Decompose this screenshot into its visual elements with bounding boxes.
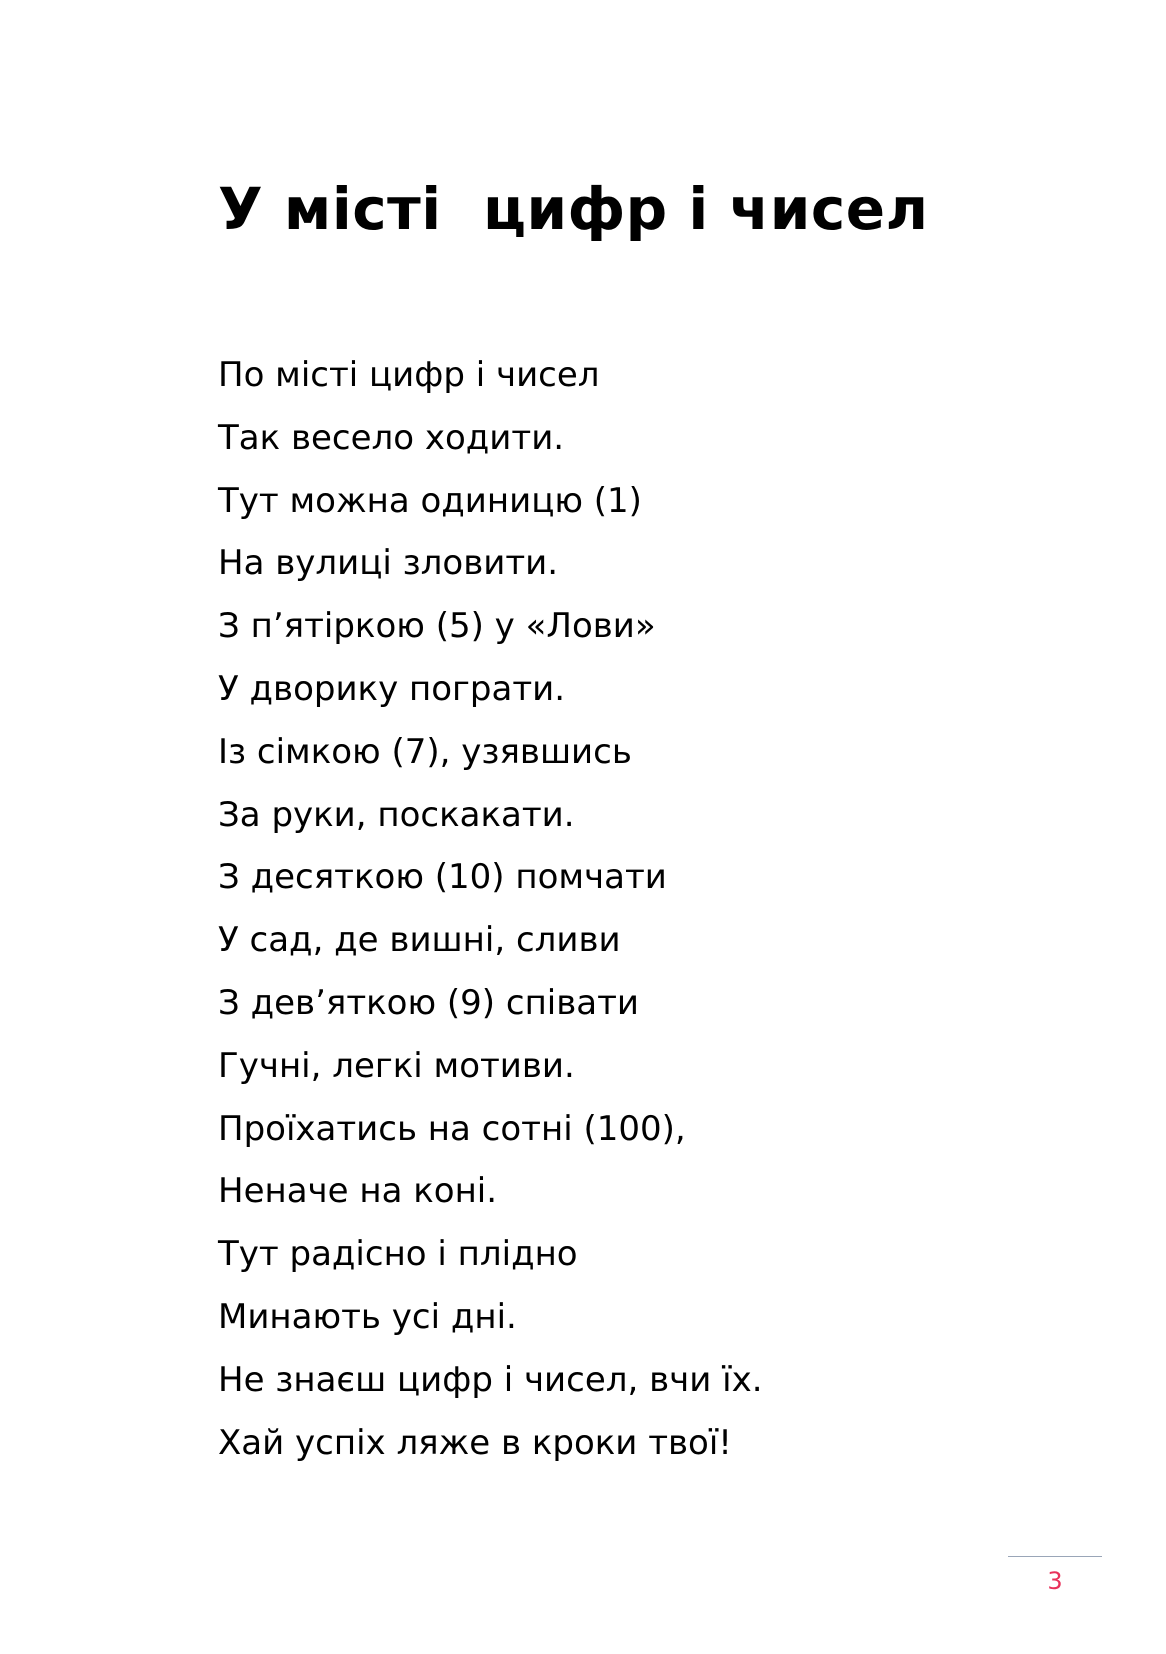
poem-line: Тут радісно і плідно <box>218 1234 578 1275</box>
poem-line: Минають усі дні. <box>218 1296 517 1337</box>
poem-line: По місті цифр і чисел <box>218 355 600 395</box>
poem-line: З десяткою (10) помчати <box>218 857 667 898</box>
poem-line: У дворику пограти. <box>218 668 566 709</box>
poem-line: Неначе на коні. <box>218 1171 498 1212</box>
poem-body <box>218 355 763 1485</box>
poem-line: Проїхатись на сотні (100), <box>218 1108 686 1149</box>
poem-line: З дев’яткою (9) співати <box>218 982 640 1023</box>
poem-title: У місті цифр і чисел <box>218 175 929 243</box>
footer-divider <box>1008 1556 1102 1557</box>
poem-line: Так весело ходити. <box>218 417 565 458</box>
poem-line: Хай успіх ляже в кроки твої! <box>218 1422 732 1463</box>
poem-line: З п’ятіркою (5) у «Лови» <box>218 606 656 647</box>
poem-line: На вулиці зловити. <box>218 543 559 584</box>
poem-line: Гучні, легкі мотиви. <box>218 1045 575 1086</box>
poem-line: Не знаєш цифр і чисел, вчи їх. <box>218 1359 763 1400</box>
poem-line: У сад, де вишні, сливи <box>218 920 621 961</box>
poem-line: Тут можна одиницю (1) <box>218 480 642 521</box>
page-number: 3 <box>1047 1567 1063 1595</box>
poem-line: Із сімкою (7), узявшись <box>218 731 632 772</box>
poem-line: За руки, поскакати. <box>218 794 575 835</box>
